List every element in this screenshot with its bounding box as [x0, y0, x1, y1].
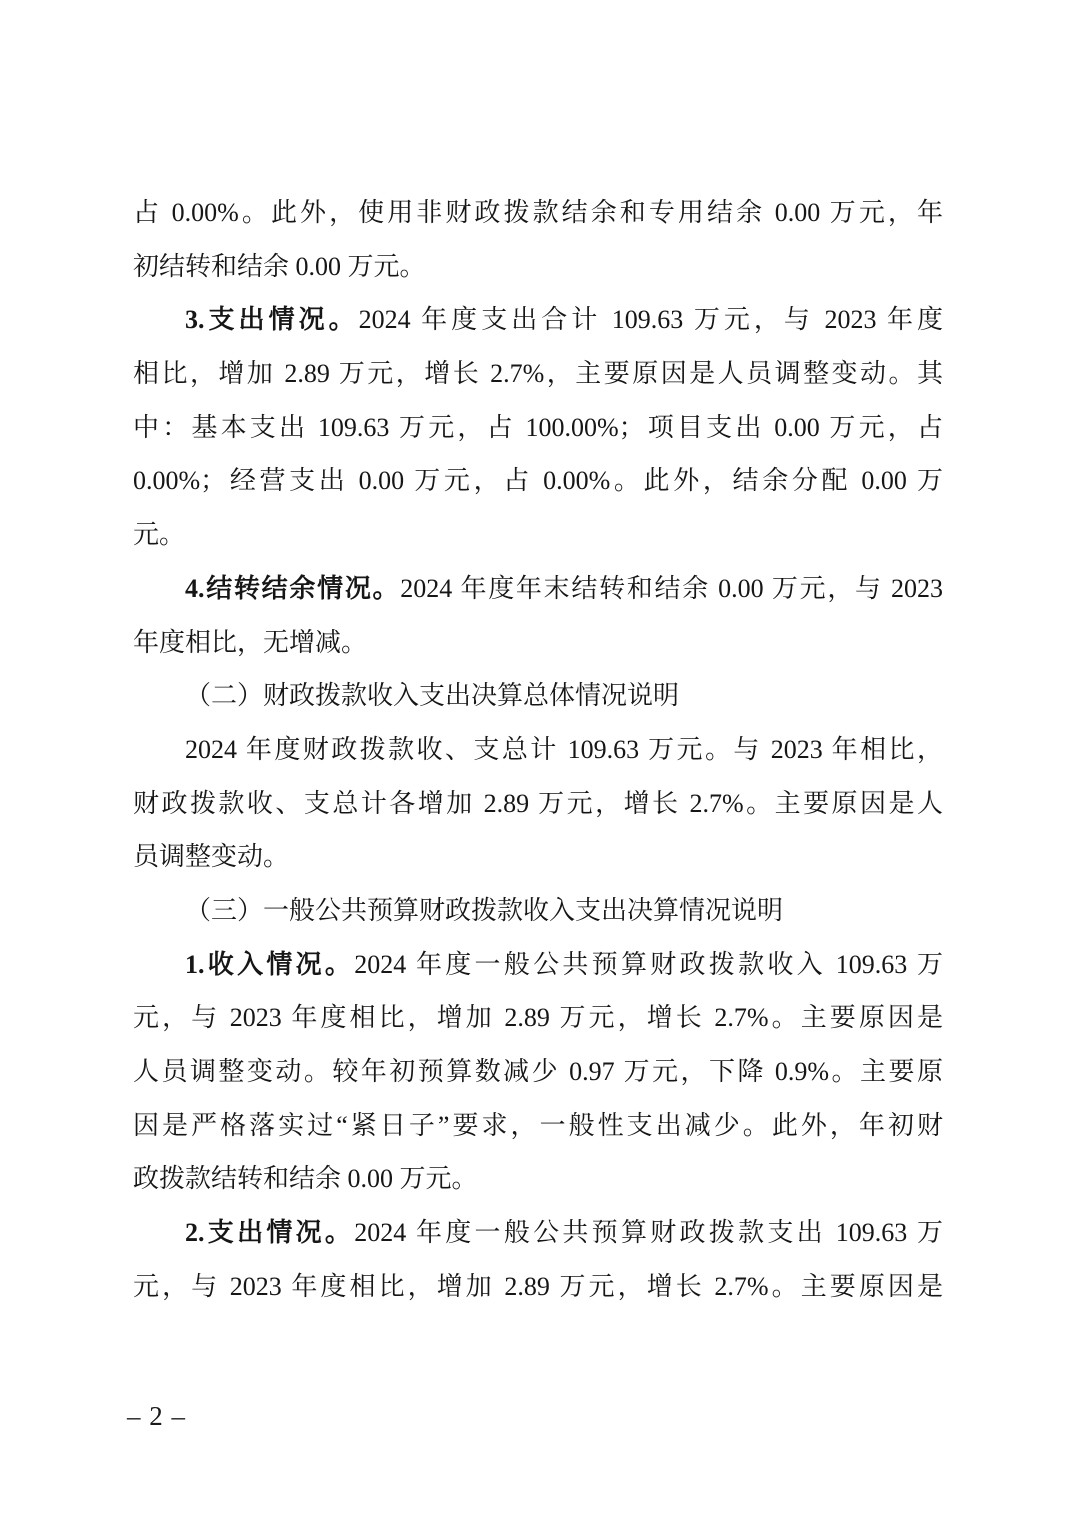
body-text: 2024 年度一般公共预算财政拨款支出 109.63 万	[354, 1218, 943, 1248]
text-line	[133, 1045, 943, 1099]
bold-lead-text: 3.支出情况。	[185, 305, 359, 335]
body-text: 员调整变动。	[133, 842, 290, 872]
text-line	[133, 562, 943, 616]
text-line	[133, 454, 943, 508]
text-line	[133, 240, 943, 294]
body-text: 元，与 2023 年度相比，增加 2.89 万元，增长 2.7%。主要原因是	[133, 1003, 943, 1033]
body-text: 因是严格落实过“紧日子”要求，一般性支出减少。此外，年初财	[133, 1110, 943, 1140]
body-text: 2024 年度一般公共预算财政拨款收入 109.63 万	[354, 949, 943, 979]
body-text: 元。	[133, 520, 186, 550]
text-line	[133, 401, 943, 455]
text-line	[133, 991, 943, 1045]
body-text: 相比，增加 2.89 万元，增长 2.7%，主要原因是人员调整变动。其	[133, 359, 943, 389]
body-text: 2024 年度支出合计 109.63 万元，与 2023 年度	[358, 305, 943, 335]
body-text: 占 0.00%。此外，使用非财政拨款结余和专用结余 0.00 万元，年	[133, 198, 943, 227]
text-line	[133, 938, 943, 992]
text-line	[133, 830, 943, 884]
text-line	[133, 186, 943, 240]
body-text: 财政拨款收、支总计各增加 2.89 万元，增长 2.7%。主要原因是人	[133, 788, 943, 818]
text-line	[133, 723, 943, 777]
body-text: 0.00%；经营支出 0.00 万元，占 0.00%。此外，结余分配 0.00 万	[133, 466, 943, 496]
body-text: 2024 年度财政拨款收、支总计 109.63 万元。与 2023 年相比，	[185, 734, 943, 764]
body-text: 年度相比，无增减。	[133, 627, 368, 657]
text-line	[133, 508, 943, 562]
bold-lead-text: 1.收入情况。	[185, 949, 355, 979]
body-text: 元，与 2023 年度相比，增加 2.89 万元，增长 2.7%。主要原因是	[133, 1271, 943, 1301]
body-text: 人员调整变动。较年初预算数减少 0.97 万元，下降 0.9%。主要原	[133, 1057, 943, 1086]
body-text: 中：基本支出 109.63 万元，占 100.00%；项目支出 0.00 万元，占	[133, 412, 943, 442]
text-line	[133, 347, 943, 401]
body-text: （三）一般公共预算财政拨款收入支出决算情况说明	[185, 895, 784, 925]
text-line	[133, 777, 943, 831]
bold-lead-text: 2.支出情况。	[185, 1218, 355, 1248]
text-line	[133, 293, 943, 347]
text-line	[133, 616, 943, 670]
document-body	[133, 186, 943, 1313]
bold-lead-text: 4.结转结余情况。	[185, 573, 401, 603]
text-line	[133, 1206, 943, 1260]
text-line	[133, 1099, 943, 1153]
body-text: 初结转和结余 0.00 万元。	[133, 251, 426, 281]
text-line	[133, 884, 943, 938]
body-text: 政拨款结转和结余 0.00 万元。	[133, 1164, 478, 1194]
text-line	[133, 1260, 943, 1314]
page-number: – 2 –	[127, 1401, 186, 1431]
body-text: 2024 年度年末结转和结余 0.00 万元，与 2023	[400, 573, 943, 603]
body-text: （二）财政拨款收入支出决算总体情况说明	[185, 681, 680, 711]
text-line	[133, 1152, 943, 1206]
text-line	[133, 669, 943, 723]
